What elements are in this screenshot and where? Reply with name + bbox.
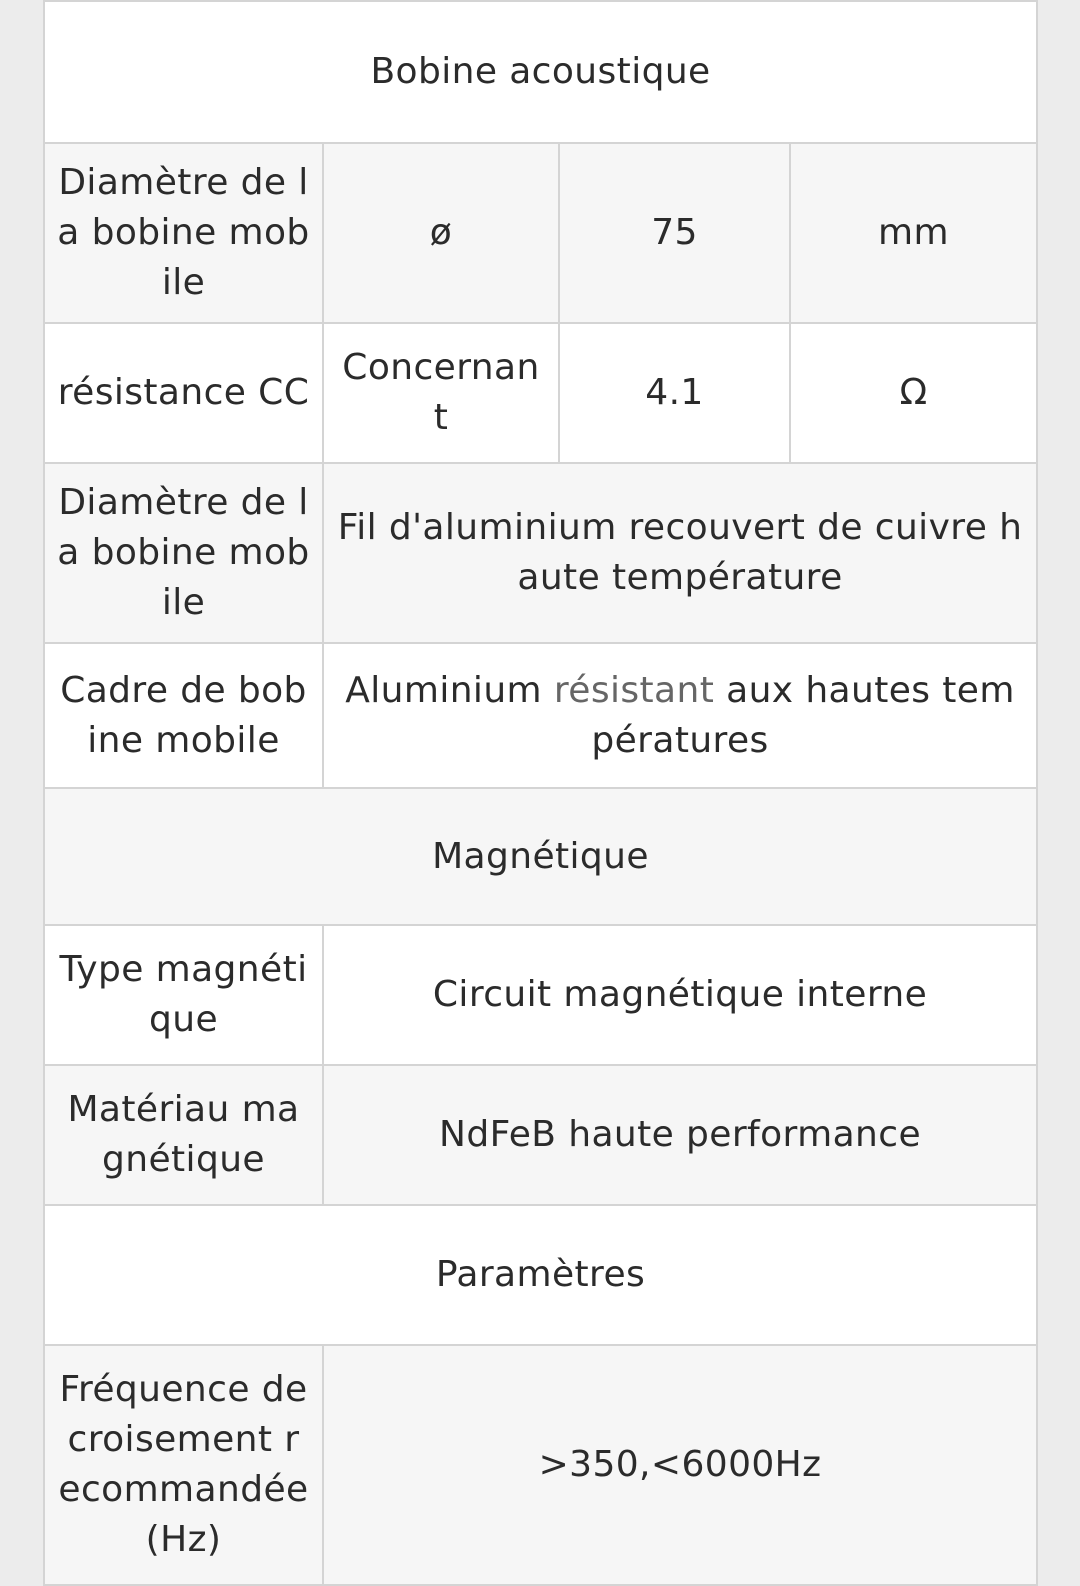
- coil-diameter-unit: mm: [790, 143, 1037, 323]
- section-row-magnetic: [44, 788, 1037, 925]
- row-label-crossover: Fréquence de croisement recommandée (Hz): [44, 1345, 323, 1585]
- table-row: [44, 925, 1037, 1065]
- coil-diameter-value: 75: [559, 143, 790, 323]
- table-row: [44, 463, 1037, 643]
- table-row: [44, 643, 1037, 788]
- dc-resistance-value: 4.1: [559, 323, 790, 463]
- row-label-magnet-material: Matériau magnétique: [44, 1065, 323, 1205]
- dc-resistance-symbol: Concernant: [323, 323, 559, 463]
- magnet-material-value: NdFeB haute performance: [323, 1065, 1037, 1205]
- row-label-magnet-type: Type magnétique: [44, 925, 323, 1065]
- row-label-coil-material: Diamètre de la bobine mobile: [44, 463, 323, 643]
- table-row: [44, 323, 1037, 463]
- section-title-parameters: Paramètres: [44, 1205, 1037, 1345]
- coil-former-value-part3: aux hautes températures: [591, 669, 1015, 761]
- diameter-symbol: ø: [323, 143, 559, 323]
- crossover-value: >350,<6000Hz: [323, 1345, 1037, 1585]
- row-label-dc-resistance: résistance CC: [44, 323, 323, 463]
- row-label-coil-former: Cadre de bobine mobile: [44, 643, 323, 788]
- section-title-magnetic: Magnétique: [44, 788, 1037, 925]
- coil-former-value-highlight: résistant: [553, 669, 715, 711]
- section-row-voice-coil: [44, 1, 1037, 143]
- row-label-coil-diameter: Diamètre de la bobine mobile: [44, 143, 323, 323]
- section-row-parameters: [44, 1205, 1037, 1345]
- coil-former-value-part1: Aluminium: [345, 669, 554, 711]
- table-row: [44, 143, 1037, 323]
- table-row: [44, 1345, 1037, 1585]
- spec-table: [43, 0, 1038, 1586]
- dc-resistance-unit: Ω: [790, 323, 1037, 463]
- section-title-voice-coil: Bobine acoustique: [44, 1, 1037, 143]
- table-row: [44, 1065, 1037, 1205]
- coil-former-value: [323, 643, 1037, 788]
- coil-material-value: Fil d'aluminium recouvert de cuivre haute température: [323, 463, 1037, 643]
- magnet-type-value: Circuit magnétique interne: [323, 925, 1037, 1065]
